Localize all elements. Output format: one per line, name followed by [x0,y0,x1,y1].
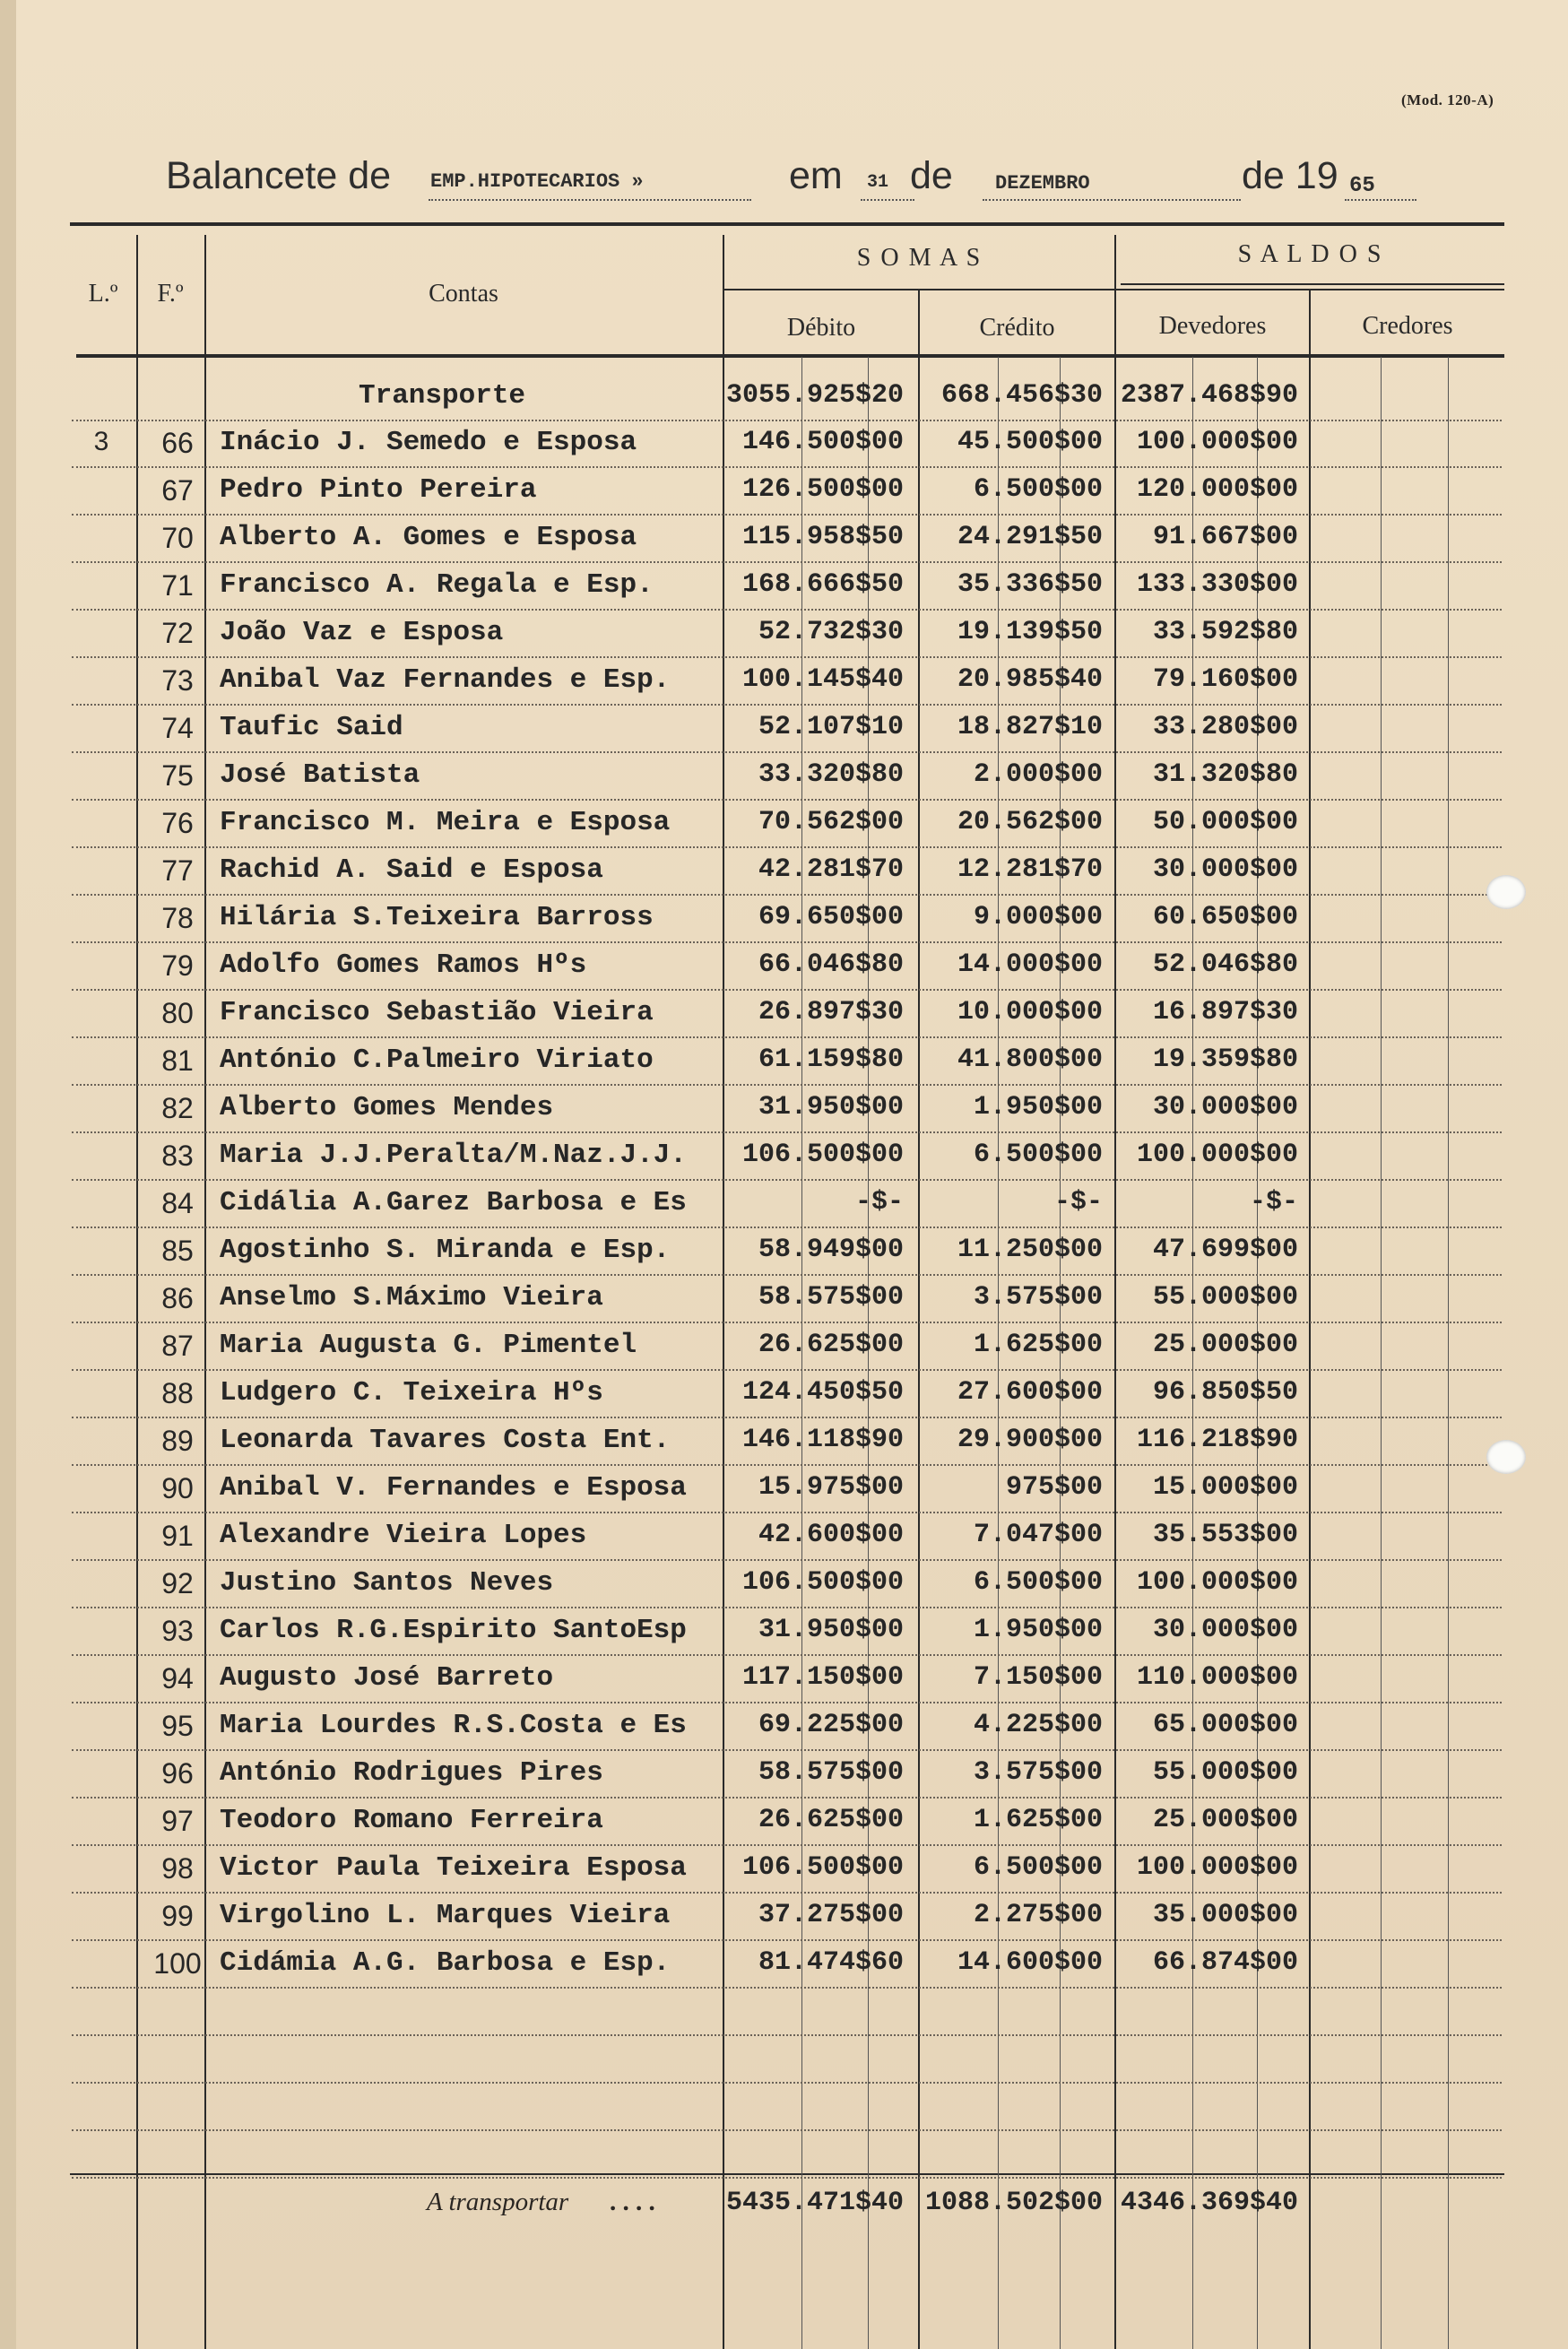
row-credito: 6.500$00 [973,1852,1103,1883]
row-folio: 88 [161,1377,194,1409]
row-rule [72,941,1502,943]
day-underline [861,199,914,201]
row-debito: 100.145$40 [741,664,904,695]
row-account: Adolfo Gomes Ramos Hºs [220,949,587,981]
transport-out-dots: . . . . [610,2188,655,2216]
transport-row [0,375,1568,422]
table-row [0,1229,1568,1277]
year-underline [1345,199,1416,201]
row-devedores: 110.000$00 [1136,1662,1298,1693]
table-row [0,1087,1568,1134]
row-debito: 52.732$30 [758,617,904,647]
table-row [0,421,1568,469]
row-rule [72,846,1502,848]
row-devedores: 33.592$80 [1152,617,1298,647]
table-row [0,611,1568,659]
row-rule [72,2129,1502,2131]
row-rule [72,1322,1502,1323]
row-folio: 84 [161,1187,194,1219]
row-credito: 1.950$00 [973,1092,1103,1122]
row-folio: 76 [161,807,194,839]
row-debito: -$- [854,1187,904,1218]
row-debito: 69.225$00 [758,1710,904,1740]
table-row [0,1514,1568,1562]
row-account: Francisco M. Meira e Esposa [220,807,671,838]
header-fl: F.º [157,280,184,308]
table-row [0,1942,1568,1989]
transport-out-label: A transportar [427,2188,569,2216]
table-row [0,1609,1568,1657]
blank-row [0,2085,1568,2132]
row-credito: 14.600$00 [957,1947,1103,1978]
row-debito: 52.107$10 [758,712,904,742]
row-debito: 106.500$00 [741,1140,904,1170]
row-account: Victor Paula Teixeira Esposa [220,1852,687,1884]
row-livro: 3 [93,427,109,456]
row-account: Anibal Vaz Fernandes e Esp. [220,664,671,696]
table-row [0,1467,1568,1514]
table-row [0,564,1568,611]
row-account: Ludgero C. Teixeira Hºs [220,1377,603,1409]
row-account: António Rodrigues Pires [220,1757,603,1789]
row-debito: 124.450$50 [741,1377,904,1408]
row-rule [72,1227,1502,1228]
row-account: Carlos R.G.Espirito SantoEsp [220,1615,687,1646]
row-debito: 117.150$00 [741,1662,904,1693]
table-row [0,1182,1568,1229]
row-folio: 92 [161,1567,194,1599]
row-debito: 106.500$00 [741,1567,904,1598]
row-credito: 3.575$00 [973,1757,1103,1788]
row-credito: 3.575$00 [973,1282,1103,1313]
punch-hole-top [1486,875,1526,909]
punch-hole-bottom [1486,1440,1526,1474]
row-folio: 100 [153,1947,202,1980]
row-rule [72,1749,1502,1751]
row-account: Augusto José Barreto [220,1662,554,1694]
row-folio: 66 [161,427,194,459]
row-debito: 58.575$00 [758,1282,904,1313]
transport-out-credito: 1088.502$00 [924,2188,1103,2218]
row-credito: 6.500$00 [973,1567,1103,1598]
row-credito: -$- [1053,1187,1103,1218]
row-folio: 85 [161,1235,194,1267]
row-rule [72,894,1502,896]
row-folio: 82 [161,1092,194,1124]
row-debito: 26.625$00 [758,1330,904,1360]
row-devedores: 19.359$80 [1152,1044,1298,1075]
table-top-rule [70,222,1504,226]
row-rule [72,1607,1502,1608]
row-folio: 89 [161,1425,194,1457]
row-folio: 72 [161,617,194,649]
row-debito: 58.949$00 [758,1235,904,1265]
row-account: Maria J.J.Peralta/M.Naz.J.J. [220,1140,687,1171]
row-rule [72,2177,1502,2179]
row-credito: 11.250$00 [957,1235,1103,1265]
row-devedores: 91.667$00 [1152,522,1298,552]
row-debito: 61.159$80 [758,1044,904,1075]
table-row [0,1277,1568,1324]
table-row [0,1562,1568,1609]
row-rule [72,609,1502,611]
row-credito: 45.500$00 [957,427,1103,457]
row-credito: 41.800$00 [957,1044,1103,1075]
table-row [0,659,1568,706]
row-credito: 975$00 [1005,1472,1103,1503]
row-rule [72,1036,1502,1038]
row-credito: 14.000$00 [957,949,1103,980]
row-account: Anselmo S.Máximo Vieira [220,1282,603,1313]
title-de1: de [910,154,953,197]
row-devedores: 100.000$00 [1136,427,1298,457]
table-row [0,1372,1568,1419]
row-account: Inácio J. Semedo e Esposa [220,427,637,458]
transport-out-devedores: 4346.369$40 [1120,2188,1298,2218]
row-account: Cidámia A.G. Barbosa e Esp. [220,1947,671,1979]
saldos-rule [1121,283,1504,285]
row-rule [72,1417,1502,1418]
row-devedores: 15.000$00 [1152,1472,1298,1503]
table-row [0,1799,1568,1847]
row-credito: 6.500$00 [973,474,1103,505]
row-credito: 9.000$00 [973,902,1103,932]
row-account: Rachid A. Said e Esposa [220,854,603,886]
row-debito: 58.575$00 [758,1757,904,1788]
row-debito: 33.320$80 [758,759,904,790]
row-rule [72,1892,1502,1894]
row-devedores: 79.160$00 [1152,664,1298,695]
row-folio: 70 [161,522,194,554]
table-row [0,1894,1568,1942]
row-devedores: -$- [1249,1187,1298,1218]
row-debito: 42.600$00 [758,1520,904,1550]
row-credito: 1.625$00 [973,1805,1103,1835]
row-debito: 66.046$80 [758,949,904,980]
row-debito: 69.650$00 [758,902,904,932]
table-row [0,469,1568,516]
row-devedores: 116.218$90 [1136,1425,1298,1455]
row-folio: 90 [161,1472,194,1504]
table-row [0,992,1568,1039]
table-row [0,1419,1568,1467]
table-row [0,1039,1568,1087]
table-row [0,897,1568,944]
table-row [0,1752,1568,1799]
row-debito: 15.975$00 [758,1472,904,1503]
table-row [0,1324,1568,1372]
row-folio: 73 [161,664,194,697]
row-account: António C.Palmeiro Viriato [220,1044,654,1076]
row-credito: 12.281$70 [957,854,1103,885]
row-account: Maria Augusta G. Pimentel [220,1330,637,1361]
table-row [0,516,1568,564]
row-rule [72,466,1502,468]
row-account: Francisco A. Regala e Esp. [220,569,654,601]
row-debito: 146.500$00 [741,427,904,457]
row-credito: 29.900$00 [957,1425,1103,1455]
row-devedores: 25.000$00 [1152,1805,1298,1835]
row-credito: 20.985$40 [957,664,1103,695]
row-credito: 18.827$10 [957,712,1103,742]
row-rule [72,1274,1502,1276]
title-de2: de 19 [1242,154,1338,197]
row-credito: 6.500$00 [973,1140,1103,1170]
row-debito: 106.500$00 [741,1852,904,1883]
row-rule [72,989,1502,991]
row-folio: 77 [161,854,194,887]
row-credito: 10.000$00 [957,997,1103,1027]
row-rule [72,1987,1502,1989]
row-rule [72,799,1502,801]
row-credito: 19.139$50 [957,617,1103,647]
row-rule [72,656,1502,658]
header-saldos: S A L D O S [1237,240,1383,268]
blank-row [0,1989,1568,2037]
row-folio: 91 [161,1520,194,1552]
row-folio: 83 [161,1140,194,1172]
row-account: Agostinho S. Miranda e Esp. [220,1235,671,1266]
row-debito: 31.950$00 [758,1092,904,1122]
row-rule [72,561,1502,563]
table-row [0,1134,1568,1182]
header-devedores: Devedores [1158,312,1267,340]
row-rule [72,1464,1502,1466]
row-devedores: 50.000$00 [1152,807,1298,837]
header-credito: Crédito [979,314,1055,342]
table-row [0,1847,1568,1894]
row-account: Pedro Pinto Pereira [220,474,537,506]
row-credito: 2.000$00 [973,759,1103,790]
row-devedores: 65.000$00 [1152,1710,1298,1740]
row-debito: 26.897$30 [758,997,904,1027]
row-debito: 37.275$00 [758,1900,904,1930]
row-account: Virgolino L. Marques Vieira [220,1900,671,1931]
row-devedores: 25.000$00 [1152,1330,1298,1360]
row-folio: 67 [161,474,194,507]
row-devedores: 120.000$00 [1136,474,1298,505]
title-year: 65 [1349,174,1375,198]
transport-out-row [0,2182,1568,2230]
row-account: Hilária S.Teixeira Barross [220,902,654,933]
header-debito: Débito [786,314,856,342]
row-credito: 35.336$50 [957,569,1103,600]
header-contas: Contas [429,280,498,308]
row-credito: 7.047$00 [973,1520,1103,1550]
row-account: Anibal V. Fernandes e Esposa [220,1472,687,1504]
row-rule [72,1084,1502,1086]
row-devedores: 66.874$00 [1152,1947,1298,1978]
row-folio: 94 [161,1662,194,1695]
row-rule [72,1131,1502,1133]
row-devedores: 55.000$00 [1152,1757,1298,1788]
row-rule [72,1797,1502,1799]
row-rule [72,1844,1502,1846]
table-row [0,802,1568,849]
row-folio: 71 [161,569,194,602]
row-account: Justino Santos Neves [220,1567,554,1599]
row-folio: 98 [161,1852,194,1885]
row-rule [72,1939,1502,1941]
row-account: João Vaz e Esposa [220,617,504,648]
row-rule [72,1369,1502,1371]
row-devedores: 35.000$00 [1152,1900,1298,1930]
table-row [0,706,1568,754]
row-folio: 75 [161,759,194,792]
row-credito: 1.950$00 [973,1615,1103,1645]
header-bottom-rule [76,354,1504,358]
row-account: José Batista [220,759,420,791]
table-row [0,1657,1568,1704]
row-devedores: 133.330$00 [1136,569,1298,600]
row-account: Maria Lourdes R.S.Costa e Es [220,1710,687,1741]
title-day: 31 [867,172,889,193]
row-devedores: 47.699$00 [1152,1235,1298,1265]
header-lv: L.º [88,280,118,308]
row-folio: 81 [161,1044,194,1077]
table-row [0,1704,1568,1752]
row-account: Francisco Sebastião Vieira [220,997,654,1028]
row-devedores: 52.046$80 [1152,949,1298,980]
row-debito: 146.118$90 [741,1425,904,1455]
row-devedores: 31.320$80 [1152,759,1298,790]
row-rule [72,2082,1502,2084]
transport-devedores: 2387.468$90 [1120,380,1298,411]
row-account: Leonarda Tavares Costa Ent. [220,1425,671,1456]
row-rule [72,704,1502,706]
row-folio: 96 [161,1757,194,1790]
row-rule [72,1179,1502,1181]
row-rule [72,514,1502,516]
row-debito: 115.958$50 [741,522,904,552]
row-devedores: 100.000$00 [1136,1140,1298,1170]
header-credores: Credores [1362,312,1453,340]
row-debito: 126.500$00 [741,474,904,505]
row-debito: 70.562$00 [758,807,904,837]
row-rule [72,1702,1502,1703]
transport-debito: 3055.925$20 [725,380,904,411]
table-row [0,849,1568,897]
row-account: Alexandre Vieira Lopes [220,1520,587,1551]
row-account: Alberto A. Gomes e Esposa [220,522,637,553]
row-folio: 80 [161,997,194,1029]
row-folio: 78 [161,902,194,934]
table-row [0,754,1568,802]
month-underline [983,199,1241,201]
row-debito: 81.474$60 [758,1947,904,1978]
row-account: Teodoro Romano Ferreira [220,1805,603,1836]
title-month: DEZEMBRO [995,172,1090,195]
row-debito: 42.281$70 [758,854,904,885]
row-folio: 79 [161,949,194,982]
row-rule [72,1512,1502,1513]
row-devedores: 30.000$00 [1152,854,1298,885]
row-devedores: 35.553$00 [1152,1520,1298,1550]
row-debito: 31.950$00 [758,1615,904,1645]
row-credito: 24.291$50 [957,522,1103,552]
row-folio: 97 [161,1805,194,1837]
row-devedores: 55.000$00 [1152,1282,1298,1313]
row-devedores: 16.897$30 [1152,997,1298,1027]
row-devedores: 100.000$00 [1136,1567,1298,1598]
row-credito: 27.600$00 [957,1377,1103,1408]
row-folio: 93 [161,1615,194,1647]
account-underline [429,199,751,201]
row-folio: 99 [161,1900,194,1932]
row-credito: 4.225$00 [973,1710,1103,1740]
row-folio: 86 [161,1282,194,1314]
row-account: Cidália A.Garez Barbosa e Es [220,1187,687,1218]
row-devedores: 100.000$00 [1136,1852,1298,1883]
row-credito: 20.562$00 [957,807,1103,837]
row-folio: 74 [161,712,194,744]
row-rule [72,751,1502,753]
row-account: Taufic Said [220,712,403,743]
row-folio: 87 [161,1330,194,1362]
row-rule [72,1559,1502,1561]
row-account: Alberto Gomes Mendes [220,1092,554,1123]
row-devedores: 60.650$00 [1152,902,1298,932]
transport-credito: 668.456$30 [940,380,1103,411]
row-devedores: 33.280$00 [1152,712,1298,742]
row-rule [72,2034,1502,2036]
form-code: (Mod. 120-A) [1401,91,1494,108]
transport-out-debito: 5435.471$40 [725,2188,904,2218]
header-somas: S O M A S [856,244,983,272]
row-rule [72,1654,1502,1656]
table-row [0,944,1568,992]
blank-row [0,2037,1568,2085]
row-debito: 168.666$50 [741,569,904,600]
title-em: em [789,154,843,197]
row-credito: 1.625$00 [973,1330,1103,1360]
blank-row [0,2132,1568,2180]
row-devedores: 30.000$00 [1152,1615,1298,1645]
title-account: EMP.HIPOTECARIOS » [430,170,644,193]
row-devedores: 96.850$50 [1152,1377,1298,1408]
transport-label: Transporte [359,380,526,412]
row-debito: 26.625$00 [758,1805,904,1835]
title-prefix: Balancete de [166,154,392,197]
row-devedores: 30.000$00 [1152,1092,1298,1122]
row-folio: 95 [161,1710,194,1742]
row-credito: 2.275$00 [973,1900,1103,1930]
row-credito: 7.150$00 [973,1662,1103,1693]
